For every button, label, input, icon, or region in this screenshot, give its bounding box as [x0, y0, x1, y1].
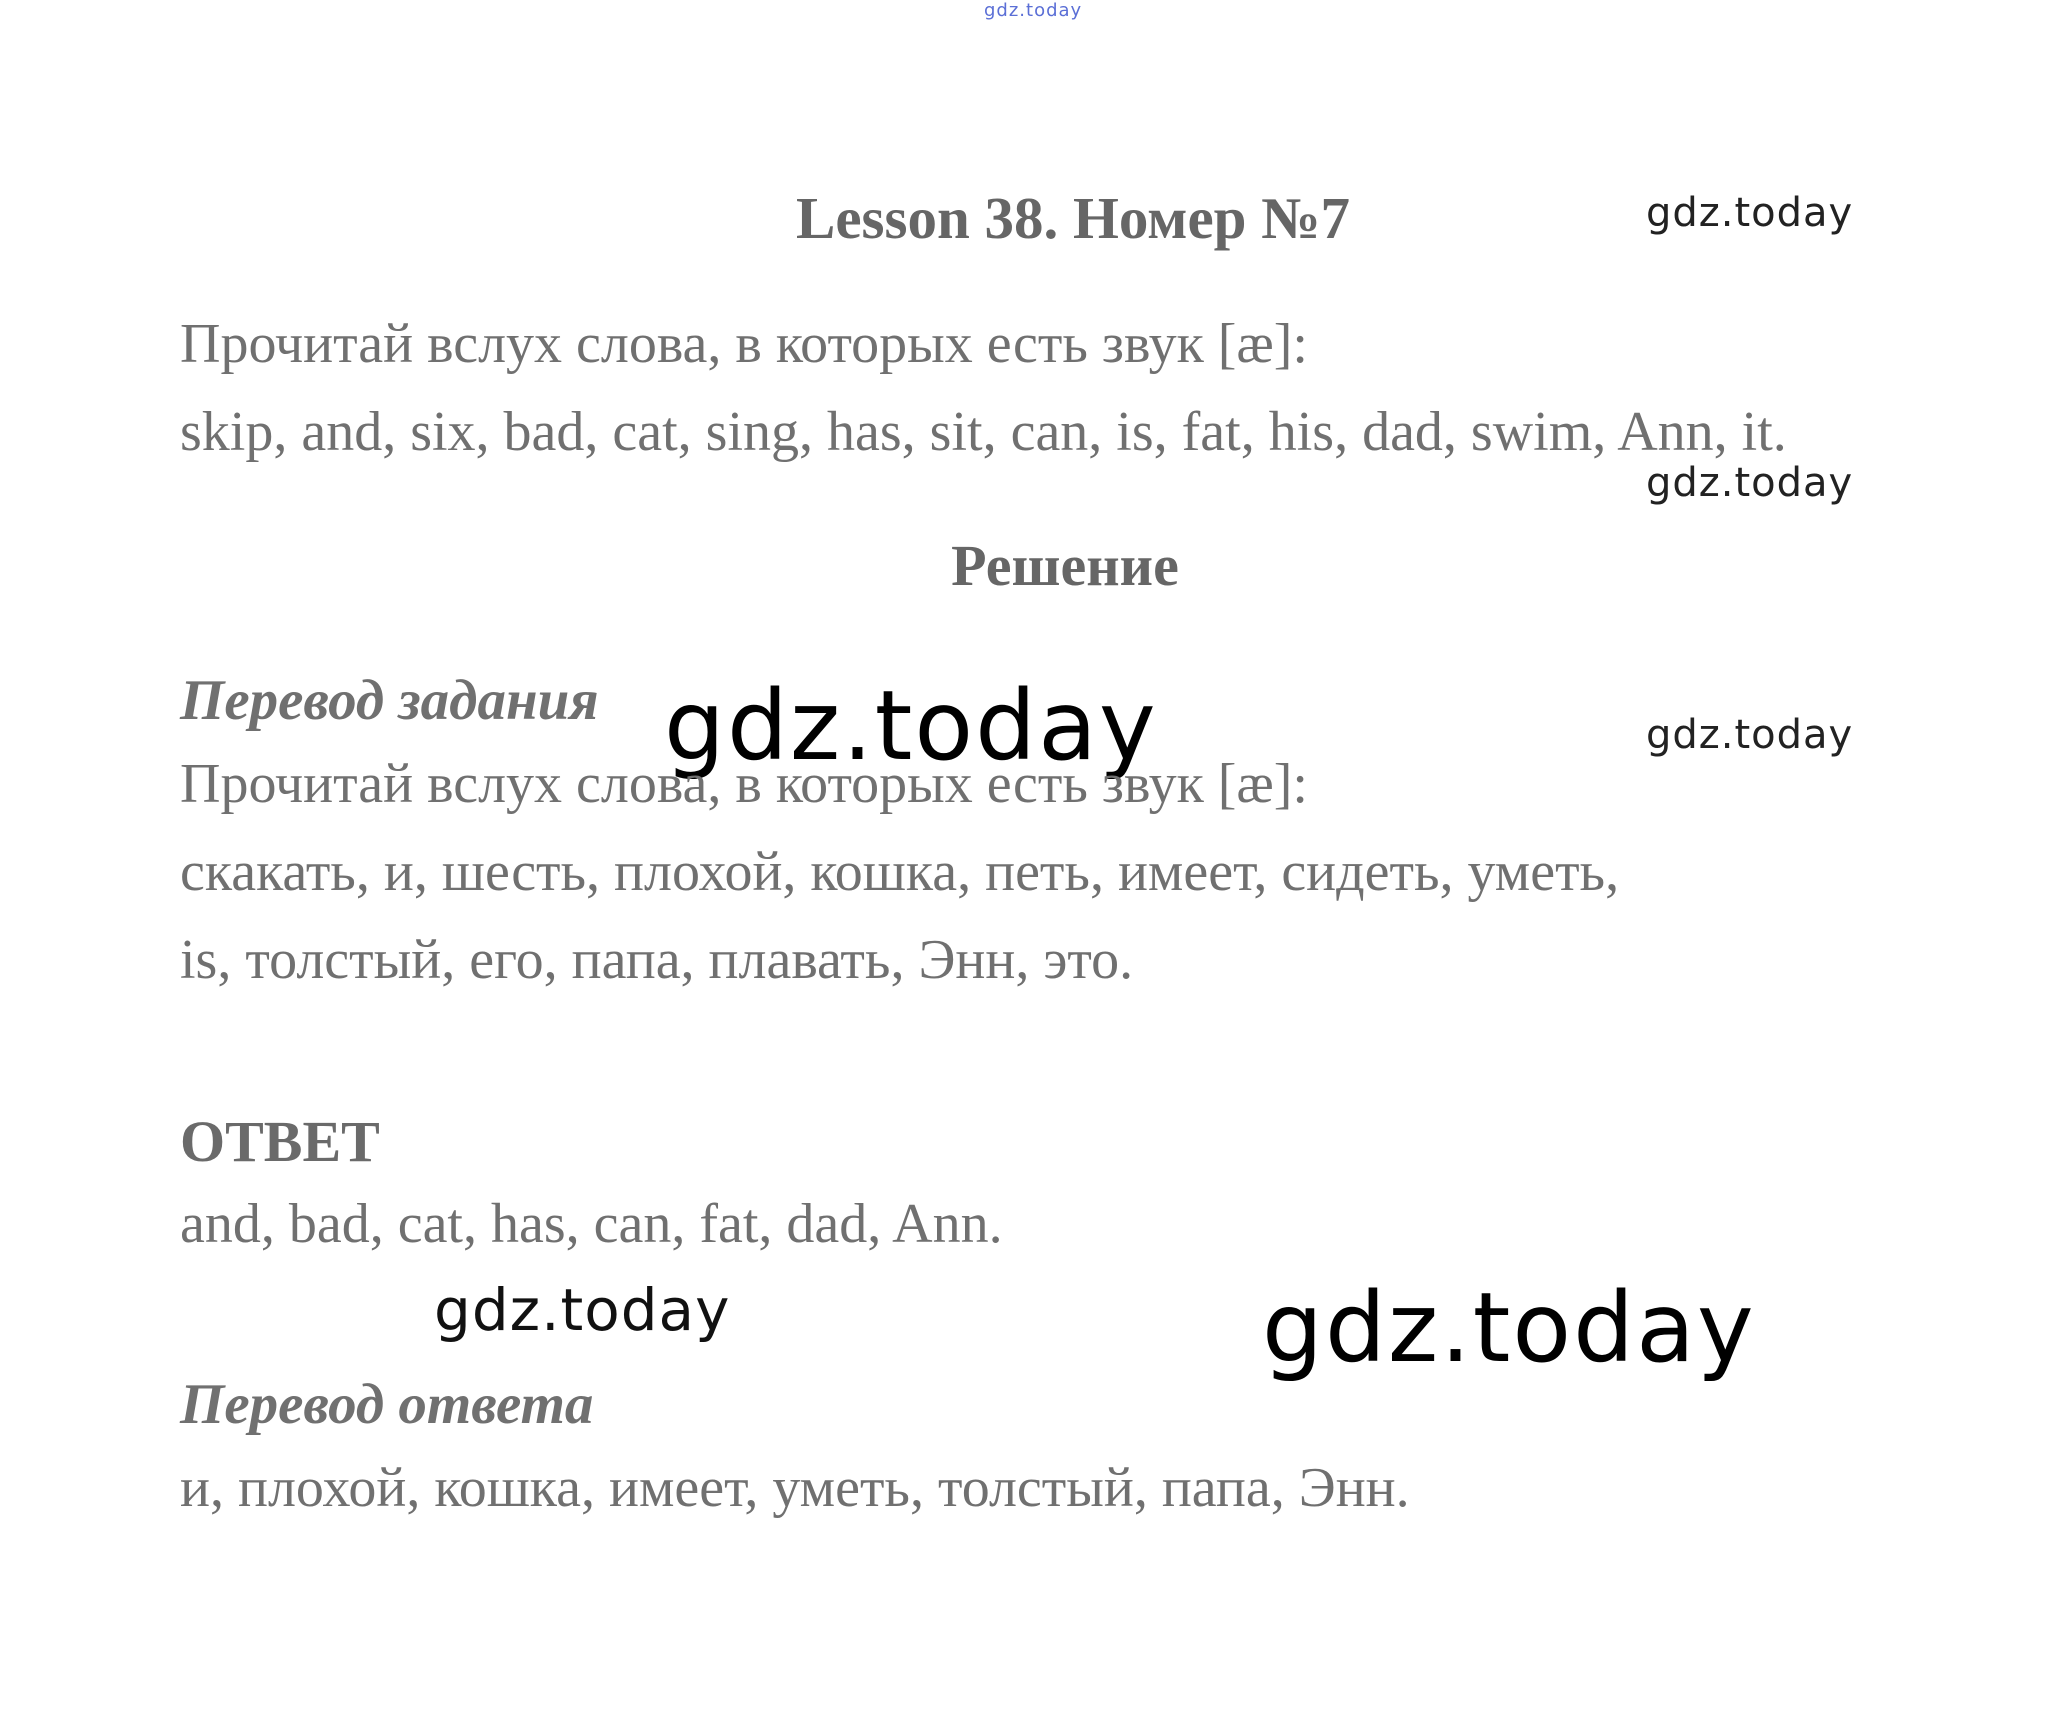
task-instruction: Прочитай вслух слова, в которых есть звук [æ]:: [180, 313, 1308, 375]
task-translation-instruction: Прочитай вслух слова, в которых есть звук [æ]:: [180, 753, 1308, 815]
watermark-right-3: gdz.today: [1646, 712, 1854, 758]
solution-heading: Решение: [951, 533, 1179, 598]
answer-translation-text: и, плохой, кошка, имеет, уметь, толстый, папа, Энн.: [180, 1457, 1410, 1519]
task-translation-heading: Перевод задания: [180, 669, 599, 732]
task-translation-line-1: скакать, и, шесть, плохой, кошка, петь, имеет, сидеть, уметь,: [180, 841, 1620, 903]
task-translation-line-2: is, толстый, его, папа, плавать, Энн, это.: [180, 929, 1134, 991]
page-title: Lesson 38. Номер №7: [795, 185, 1351, 251]
watermark-right-2: gdz.today: [1646, 460, 1854, 506]
task-words: skip, and, six, bad, cat, sing, has, sit, can, is, fat, his, dad, swim, Ann, it.: [180, 401, 1787, 463]
watermark-large-right: gdz.today: [1262, 1272, 1756, 1384]
watermark-large-center: gdz.today: [664, 670, 1158, 782]
answer-translation-heading: Перевод ответа: [180, 1373, 594, 1436]
watermark-right-1: gdz.today: [1646, 190, 1854, 236]
answer-heading: ОТВЕТ: [180, 1109, 380, 1174]
watermark-mid-left: gdz.today: [434, 1276, 731, 1344]
answer-text: and, bad, cat, has, can, fat, dad, Ann.: [180, 1193, 1003, 1255]
watermark-top: gdz.today: [984, 0, 1083, 21]
